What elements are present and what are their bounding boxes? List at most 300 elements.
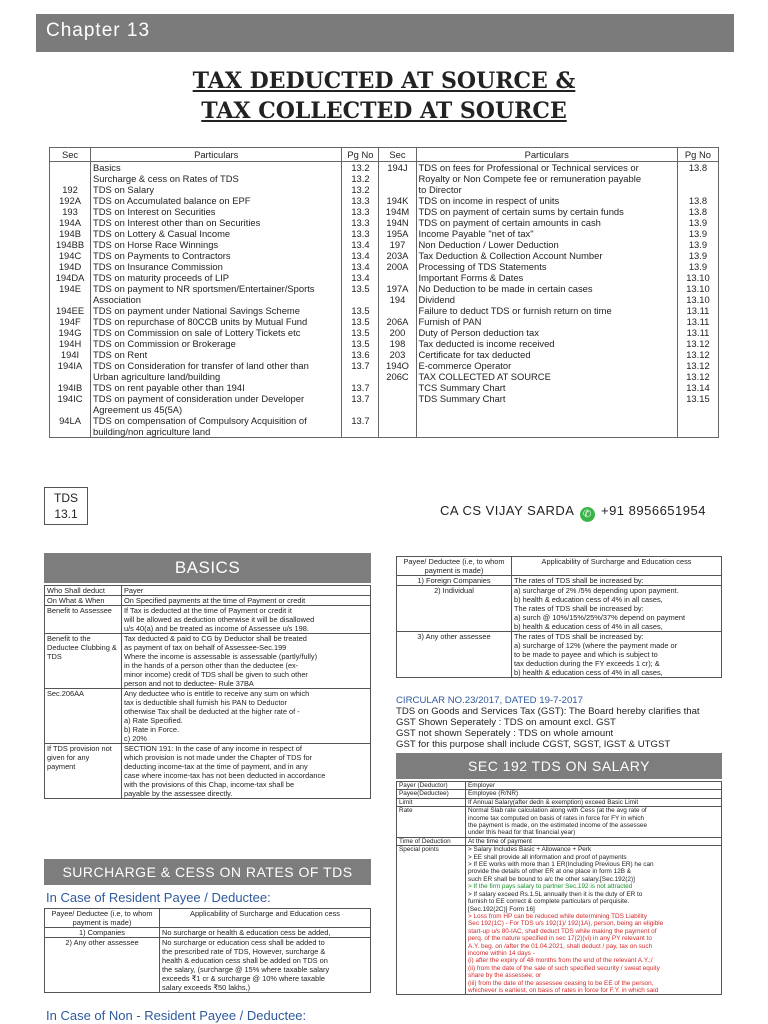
toc-cell: TDS on payment of consideration under Developer: [91, 393, 342, 404]
toc-cell: [342, 371, 379, 382]
text-line: GST for this purpose shall include CGST, SGST, IGST & UTGST: [396, 739, 671, 750]
toc-cell: 194B: [50, 228, 91, 239]
text-line: which provision is not made under the Chapter of TDS for: [124, 753, 313, 762]
toc-cell: 13.15: [677, 393, 718, 404]
toc-cell: [50, 404, 91, 415]
text-line: (ii) from the date of the sale of such specified security / sweat equity: [468, 964, 660, 972]
toc-cell: 13.7: [342, 360, 379, 371]
toc-cell: Association: [91, 294, 342, 305]
toc-cell: 194IC: [50, 393, 91, 404]
toc-cell: [677, 426, 718, 438]
toc-cell: Important Forms & Dates: [416, 272, 677, 283]
text-line: Employee (R/NR): [468, 790, 519, 798]
toc-row: [50, 261, 719, 272]
text-line: TDS on Goods and Services Tax (GST): The Board hereby clarifies that: [396, 706, 700, 717]
text-line: Sec 192(1C) - For TDS u/s 192(1)/ 192(1A), person, being an eligible: [468, 920, 664, 928]
toc-cell: Agreement us 45(5A): [91, 404, 342, 415]
text-line: with the provisions of this Chap, income-tax shall be: [124, 780, 295, 789]
toc-cell: TDS on payment of certain sums by certain funds: [416, 206, 677, 217]
toc-cell: 194M: [379, 206, 416, 217]
toc-cell: TDS on repurchase of 80CCB units by Mutual Fund: [91, 316, 342, 327]
sec192-text: [466, 782, 722, 790]
text-line: GST Shown Seperately : TDS on amount excl. GST: [396, 717, 616, 728]
basics-row: [45, 744, 371, 799]
toc-cell: 194F: [50, 316, 91, 327]
toc-cell: 194I: [50, 349, 91, 360]
toc-cell: [677, 173, 718, 184]
text-line: SECTION 191: In the case of any income in respect of: [124, 744, 302, 753]
text-line: to be made to payee and which is subject to: [514, 650, 658, 659]
text-line: > Loss from HP can be reduced while determining TDS Liability: [468, 912, 647, 920]
toc-cell: 13.11: [677, 327, 718, 338]
toc-cell: 194IB: [50, 382, 91, 393]
basics-row: [45, 586, 371, 596]
toc-cell: 13.9: [677, 250, 718, 261]
text-line: Employer: [468, 782, 495, 789]
toc-cell: TDS on Lottery & Casual Income: [91, 228, 342, 239]
payee-text: [512, 632, 722, 678]
sec192-text: [466, 837, 722, 845]
toc-cell: 94LA: [50, 415, 91, 426]
sec192-label: Time of Deduction: [397, 837, 466, 845]
sec192-special-text: [466, 846, 722, 995]
toc-cell: Dividend: [416, 294, 677, 305]
payee-type: 1) Companies: [45, 928, 160, 938]
toc-cell: Royalty or Non Compete fee or remuneration payable: [416, 173, 677, 184]
toc-cell: Income Payable "net of tax": [416, 228, 677, 239]
payee-row: [397, 632, 722, 678]
text-line: a) surcharge of 2% /5% depending upon payment.: [514, 586, 679, 595]
toc-cell: 13.12: [677, 360, 718, 371]
toc-row: [50, 250, 719, 261]
toc-cell: 13.3: [342, 217, 379, 228]
author-name: CA CS VIJAY SARDA: [440, 503, 574, 518]
payee-header-row: [397, 557, 722, 576]
toc-cell: [50, 426, 91, 438]
payee-type: 1) Foreign Companies: [397, 576, 512, 586]
toc-header-0: Sec: [50, 148, 91, 162]
toc-cell: 194N: [379, 217, 416, 228]
toc-cell: 13.12: [677, 349, 718, 360]
nonresident-heading: In Case of Non - Resident Payee / Deductee:: [46, 1008, 307, 1023]
text-line: Tax deducted & paid to CG by Deductor shall be treated: [124, 634, 307, 643]
toc-cell: TDS on Insurance Commission: [91, 261, 342, 272]
text-line: c) 20%: [124, 734, 148, 743]
sec192-text: [466, 798, 722, 806]
basics-row: [45, 634, 371, 689]
toc-cell: 194H: [50, 338, 91, 349]
toc-header-3: Sec: [379, 148, 416, 162]
toc-cell: 13.2: [342, 184, 379, 195]
toc-cell: 13.7: [342, 393, 379, 404]
toc-cell: [379, 426, 416, 438]
toc-cell: 13.3: [342, 206, 379, 217]
text-line: At the time of payment: [468, 837, 532, 845]
toc-row: [50, 283, 719, 294]
text-line: > EE shall provide all information and proof of payments: [468, 853, 627, 861]
toc-row: [50, 195, 719, 206]
toc-row: [50, 360, 719, 371]
toc-cell: TCS Summary Chart: [416, 382, 677, 393]
basics-heading: BASICS: [44, 553, 371, 583]
basics-text: [122, 596, 371, 606]
text-line: as payment of tax on behalf of Assessee-Sec.199: [124, 643, 287, 652]
toc-cell: 13.10: [677, 283, 718, 294]
toc-row: [50, 393, 719, 404]
toc-cell: 13.5: [342, 327, 379, 338]
toc-cell: TDS on Interest on Securities: [91, 206, 342, 217]
text-line: income tax computed on basis of rates in force for FY in which: [468, 814, 645, 822]
basics-label: Sec.206AA: [45, 689, 122, 744]
toc-cell: 206A: [379, 316, 416, 327]
toc-row: [50, 162, 719, 174]
toc-cell: [677, 415, 718, 426]
toc-row: [50, 206, 719, 217]
text-line: Payer: [124, 586, 144, 595]
text-line: u/s 40(a) and be treated as income of Assessee u/s 198.: [124, 624, 309, 633]
toc-cell: TDS on maturity proceeds of LIP: [91, 272, 342, 283]
basics-row: [45, 596, 371, 606]
toc-cell: 194G: [50, 327, 91, 338]
sec192-row: [397, 798, 722, 806]
toc-cell: to Director: [416, 184, 677, 195]
basics-label: Who Shall deduct: [45, 586, 122, 596]
toc-cell: 13.9: [677, 261, 718, 272]
toc-row: [50, 338, 719, 349]
toc-cell: [50, 371, 91, 382]
toc-row: [50, 228, 719, 239]
sec192-label: Payee(Deductee): [397, 790, 466, 798]
text-line: provide the details of other ER at one place in form 12B &: [468, 868, 632, 876]
text-line: No surcharge or education cess shall be added to: [162, 938, 325, 947]
sec192-label: Limit: [397, 798, 466, 806]
basics-label: Benefit to the Deductee Clubbing & TDS: [45, 634, 122, 689]
toc-row: [50, 173, 719, 184]
text-line: > Salary Includes Basic + Allowance + Perk: [468, 846, 592, 854]
sec192-row: [397, 807, 722, 838]
toc-cell: [50, 294, 91, 305]
toc-cell: TDS on Interest other than on Securities: [91, 217, 342, 228]
toc-cell: TDS on payment under National Savings Scheme: [91, 305, 342, 316]
page-title-line1: TAX DEDUCTED AT SOURCE &: [192, 68, 576, 94]
text-line: in the hands of a person other than the deductee (ex-: [124, 661, 299, 670]
toc-cell: [416, 415, 677, 426]
toc-cell: 13.4: [342, 272, 379, 283]
sec192-table: [396, 781, 722, 995]
toc-cell: 194E: [50, 283, 91, 294]
toc-cell: TDS on Salary: [91, 184, 342, 195]
toc-cell: 200: [379, 327, 416, 338]
toc-cell: 13.12: [677, 371, 718, 382]
toc-cell: 13.9: [677, 239, 718, 250]
text-line: The rates of TDS shall be increased by:: [514, 632, 644, 641]
sec192-label: Payer (Deductor): [397, 782, 466, 790]
text-line: exceeds ₹1 cr & surcharge @ 10% where taxable: [162, 974, 325, 983]
toc-row: [50, 382, 719, 393]
toc-cell: [342, 426, 379, 438]
payee-row: [397, 576, 722, 586]
page-number-box: [44, 487, 88, 525]
toc-row: [50, 184, 719, 195]
toc-cell: [379, 272, 416, 283]
whatsapp-icon: ✆: [580, 507, 595, 522]
toc-cell: No Deduction to be made in certain cases: [416, 283, 677, 294]
toc-cell: Non Deduction / Lower Deduction: [416, 239, 677, 250]
toc-cell: 13.14: [677, 382, 718, 393]
sec192-label: Special points: [397, 846, 466, 995]
payee-row: [397, 586, 722, 632]
sec192-text: [466, 790, 722, 798]
text-line: (i) after the expiry of 48 months from the end of the relevant A.Y.;/: [468, 957, 653, 965]
toc-cell: [379, 173, 416, 184]
surcharge-heading: SURCHARGE & CESS ON RATES OF TDS: [44, 859, 371, 885]
toc-header-1: Particulars: [91, 148, 342, 162]
toc-cell: 13.2: [342, 162, 379, 174]
toc-cell: 13.11: [677, 305, 718, 316]
toc-cell: 13.4: [342, 239, 379, 250]
text-line: whichever is earliest, on basis of rates in force for F.Y. in which said: [468, 986, 659, 994]
toc-row: [50, 272, 719, 283]
toc-cell: 13.4: [342, 250, 379, 261]
toc-cell: 13.9: [677, 228, 718, 239]
toc-cell: 198: [379, 338, 416, 349]
toc-cell: Certificate for tax deducted: [416, 349, 677, 360]
toc-row: [50, 305, 719, 316]
text-line: > If the firm pays salary to partner Sec.192 is not attracted: [468, 883, 633, 891]
payee-type: 2) Individual: [397, 586, 512, 632]
text-line: otherwise Tax shall be deducted at the higher rate of -: [124, 707, 300, 716]
text-line: case where income-tax has not been deducted in accordance: [124, 771, 326, 780]
text-line: > If salary exceed Rs.1.5L annually then it is the duty of ER to: [468, 890, 643, 898]
resident-heading: In Case of Resident Payee / Deductee:: [46, 890, 271, 905]
toc-cell: [379, 184, 416, 195]
payee-text: [160, 928, 371, 938]
toc-cell: 195A: [379, 228, 416, 239]
toc-cell: 13.12: [677, 338, 718, 349]
page-box-number: 13.1: [54, 507, 78, 521]
text-line: minor income) credit of TDS shall be given to such other: [124, 670, 308, 679]
toc-cell: TDS on Payments to Contractors: [91, 250, 342, 261]
toc-cell: 194DA: [50, 272, 91, 283]
text-line: perq. of the nature specified in sec 17(2)(vi) in any PY relevant to: [468, 935, 652, 943]
text-line: If Annual Salary(after dedn & exemption) exceed Basic Limit: [468, 798, 639, 806]
text-line: payable by the assessee directly.: [124, 789, 233, 798]
basics-text: [122, 744, 371, 799]
toc-cell: TDS Summary Chart: [416, 393, 677, 404]
text-line: the payment is made, on the estimated income of the assessee: [468, 822, 648, 830]
payee-header: Applicability of Surcharge and Education cess: [512, 557, 722, 576]
toc-row: [50, 404, 719, 415]
text-line: GST not shown Seperately : TDS on whole amount: [396, 728, 614, 739]
basics-row: [45, 606, 371, 634]
toc-cell: TDS on Commission on sale of Lottery Tickets etc: [91, 327, 342, 338]
toc-cell: Failure to deduct TDS or furnish return on time: [416, 305, 677, 316]
toc-cell: Tax deducted is income received: [416, 338, 677, 349]
toc-cell: TDS on payment to NR sportsmen/Entertainer/Sports: [91, 283, 342, 294]
text-line: income within 14 days -: [468, 949, 535, 957]
basics-text: [122, 586, 371, 596]
payee-header: Applicability of Surcharge and Education cess: [160, 909, 371, 928]
toc-cell: 194A: [50, 217, 91, 228]
text-line: The rates of TDS shall be increased by:: [514, 576, 644, 585]
text-line: [Sec.192(2C)] Form 16]: [468, 905, 535, 913]
resident-table: [44, 908, 371, 993]
text-line: share by the assessee; or: [468, 972, 542, 980]
toc-cell: [50, 162, 91, 174]
toc-cell: Furnish of PAN: [416, 316, 677, 327]
contents-table: [49, 147, 719, 438]
toc-cell: [416, 404, 677, 415]
toc-cell: Urban agriculture land/building: [91, 371, 342, 382]
toc-cell: 13.2: [342, 173, 379, 184]
payee-row: [45, 928, 371, 938]
text-line: Any deductee who is entitle to receive any sum on which: [124, 689, 310, 698]
toc-cell: [379, 305, 416, 316]
text-line: A.Y. beg. on /after the 01.04.2021, shall deduct / pay, tax on such: [468, 942, 653, 950]
text-line: On Specified payments at the time of Payment or credit: [124, 596, 306, 605]
toc-cell: 13.10: [677, 294, 718, 305]
text-line: b) health & education cess of 4% in all cases,: [514, 622, 663, 631]
toc-cell: 193: [50, 206, 91, 217]
text-line: tax deduction during the FY exceeds 1 cr); &: [514, 659, 660, 668]
toc-cell: E-commerce Operator: [416, 360, 677, 371]
toc-row: [50, 371, 719, 382]
toc-cell: Tax Deduction & Collection Account Number: [416, 250, 677, 261]
toc-cell: 192A: [50, 195, 91, 206]
toc-cell: [416, 426, 677, 438]
sec192-special-row: [397, 846, 722, 995]
toc-cell: 203A: [379, 250, 416, 261]
text-line: Where the income is assessable is assessable (partly/fully): [124, 652, 318, 661]
text-line: under this head for that financial year): [468, 829, 576, 837]
toc-header-5: Pg No: [677, 148, 718, 162]
text-line: tax is deductible shall furnish his PAN to Deductor: [124, 698, 287, 707]
toc-cell: 206C: [379, 371, 416, 382]
toc-cell: TDS on Commission or Brokerage: [91, 338, 342, 349]
toc-cell: 13.4: [342, 261, 379, 272]
toc-cell: [379, 393, 416, 404]
text-line: Normal Slab rate calculation along with Cess (at the avg rate of: [468, 807, 647, 815]
toc-cell: 194K: [379, 195, 416, 206]
text-line: b) Rate in Force.: [124, 725, 180, 734]
toc-cell: 192: [50, 184, 91, 195]
payee-header: Payee/ Deductee (i.e, to whom payment is made): [45, 909, 160, 928]
text-line: b) health & education cess of 4% in all cases,: [514, 668, 663, 677]
toc-cell: 13.5: [342, 283, 379, 294]
toc-cell: 13.7: [342, 382, 379, 393]
toc-cell: building/non agriculture land: [91, 426, 342, 438]
basics-text: [122, 634, 371, 689]
text-line: > If EE works with more than 1 ER(Including Previous ER) he can: [468, 861, 654, 869]
toc-cell: 197: [379, 239, 416, 250]
toc-cell: 194C: [50, 250, 91, 261]
basics-label: If TDS provision not given for any payment: [45, 744, 122, 799]
toc-cell: TDS on payment of certain amounts in cash: [416, 217, 677, 228]
circular-title: CIRCULAR NO.23/2017, DATED 19-7-2017: [396, 695, 583, 706]
text-line: such ER shall be bound to a/c the other salary.[Sec.192(2)]: [468, 875, 635, 883]
toc-cell: [379, 415, 416, 426]
toc-row: [50, 327, 719, 338]
basics-text: [122, 689, 371, 744]
payee-row: [45, 938, 371, 993]
text-line: the salary, (surcharge @ 15% where taxable salary: [162, 965, 330, 974]
toc-header-4: Particulars: [416, 148, 677, 162]
toc-header-2: Pg No: [342, 148, 379, 162]
sec192-label: Rate: [397, 807, 466, 838]
toc-cell: TDS on rent payable other than 194I: [91, 382, 342, 393]
toc-cell: 13.7: [342, 415, 379, 426]
text-line: start-up u/s 80-IAC, shall deduct TDS while making the payment of: [468, 927, 657, 935]
basics-table: [44, 585, 371, 799]
basics-row: [45, 689, 371, 744]
toc-cell: 13.5: [342, 305, 379, 316]
toc-cell: TDS on income in respect of units: [416, 195, 677, 206]
toc-cell: 13.3: [342, 195, 379, 206]
payee-header: Payee/ Deductee (i.e, to whom payment is made): [397, 557, 512, 576]
toc-cell: TDS on compensation of Compulsory Acquisition of: [91, 415, 342, 426]
payee-text: [512, 586, 722, 632]
text-line: b) health & education cess of 4% in all cases,: [514, 595, 663, 604]
author-phone: +91 8956651954: [600, 503, 706, 518]
text-line: deducting income-tax at the time of payment, and in any: [124, 762, 308, 771]
toc-cell: 194O: [379, 360, 416, 371]
author-line: [440, 503, 706, 522]
text-line: health & education cess shall be added on TDS on: [162, 956, 328, 965]
toc-cell: 194: [379, 294, 416, 305]
toc-cell: Surcharge & cess on Rates of TDS: [91, 173, 342, 184]
nonresident-table: [396, 556, 722, 678]
payee-header-row: [45, 909, 371, 928]
payee-type: 2) Any other assessee: [45, 938, 160, 993]
toc-row: [50, 217, 719, 228]
text-line: will be allowed as deduction otherwise it will be disallowed: [124, 615, 315, 624]
toc-cell: TDS on Consideration for transfer of land other than: [91, 360, 342, 371]
toc-cell: 13.6: [342, 349, 379, 360]
toc-row: [50, 294, 719, 305]
toc-row: [50, 349, 719, 360]
toc-cell: 13.8: [677, 206, 718, 217]
page-title-line2: TAX COLLECTED AT SOURCE: [201, 98, 567, 124]
toc-cell: 194IA: [50, 360, 91, 371]
text-line: person and not to deductee- Rule 37BA: [124, 679, 254, 688]
circular-text: [396, 706, 700, 750]
toc-cell: 197A: [379, 283, 416, 294]
toc-cell: 194BB: [50, 239, 91, 250]
toc-cell: [342, 294, 379, 305]
payee-type: 3) Any other assessee: [397, 632, 512, 678]
toc-cell: TDS on fees for Professional or Technical services or: [416, 162, 677, 174]
toc-row: [50, 426, 719, 438]
toc-cell: 13.11: [677, 316, 718, 327]
text-line: salary exceeds ₹50 lakhs,): [162, 983, 251, 992]
chapter-label: Chapter 13: [46, 20, 151, 41]
toc-cell: 13.8: [677, 162, 718, 174]
chapter-header-bar: [36, 14, 734, 52]
toc-cell: 203: [379, 349, 416, 360]
sec192-row: [397, 782, 722, 790]
basics-text: [122, 606, 371, 634]
toc-cell: 13.3: [342, 228, 379, 239]
payee-text: [512, 576, 722, 586]
toc-cell: 13.10: [677, 272, 718, 283]
text-line: a) surch @ 10%/15%/25%/37% depend on payment: [514, 613, 686, 622]
sec192-row: [397, 790, 722, 798]
toc-cell: 194J: [379, 162, 416, 174]
text-line: furnish to EE correct & complete particulars of perquisite.: [468, 898, 630, 906]
toc-cell: [677, 184, 718, 195]
toc-cell: Duty of Person deduction tax: [416, 327, 677, 338]
toc-cell: [379, 404, 416, 415]
